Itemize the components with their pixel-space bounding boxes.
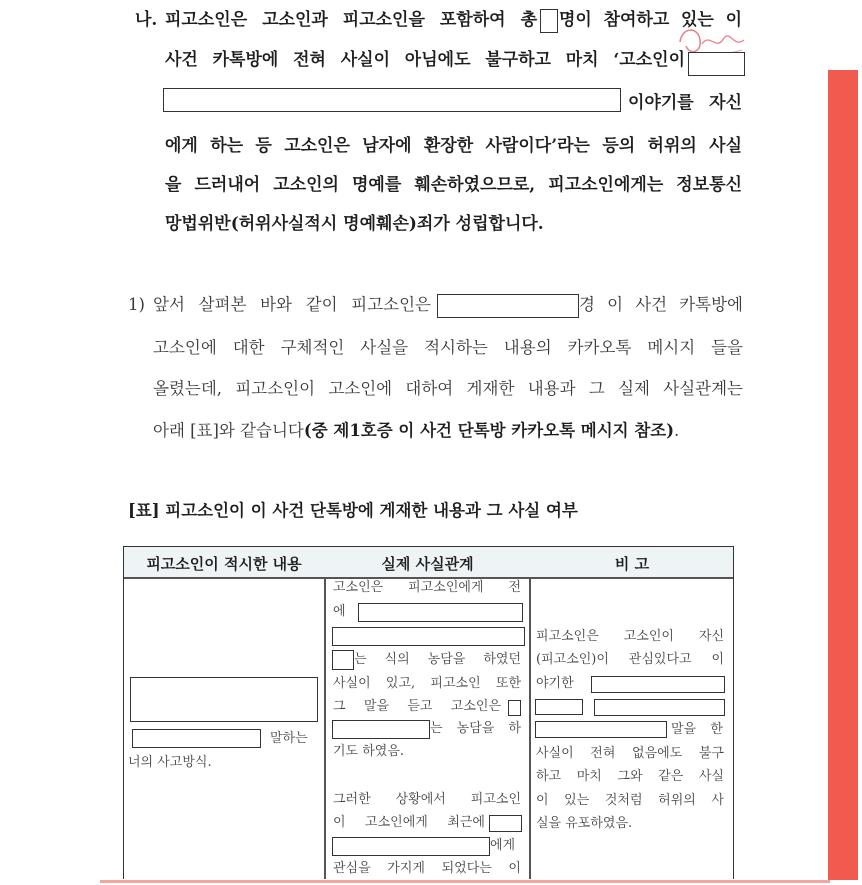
redaction-box	[332, 650, 354, 670]
right-edge-stripe	[828, 70, 858, 880]
redaction-box	[535, 721, 667, 738]
redaction-box	[130, 677, 318, 722]
redaction-box	[489, 815, 522, 832]
item-line-1a: 앞서 살펴본 바와 같이 피고소인은	[153, 295, 431, 314]
fact-line-6: 는 농담을 하	[430, 721, 521, 736]
evidence-reference: (중 제1호증 이 사건 단톡방 카카오톡 메시지 참조)	[303, 421, 675, 440]
redaction-box	[132, 729, 261, 748]
section-line-2: 사건 카톡방에 전혀 사실이 아님에도 불구하고 마치 ‘고소인이	[165, 50, 685, 70]
fact-line-8: 그러한 상황에서 피고소인	[333, 792, 521, 807]
redaction-box	[535, 699, 583, 715]
fact-line-3: 는 식의 농담을 하였던	[354, 652, 521, 667]
note-line-1: 피고소인은 고소인이 자신	[536, 629, 724, 644]
fact-line-11: 관심을 가지게 되었다는 이	[333, 861, 521, 876]
redaction-box	[332, 627, 525, 646]
fact-line-2: 에	[333, 604, 346, 619]
note-line-4: 말을 한	[671, 722, 723, 737]
table-header-claim: 피고소인이 적시한 내용	[146, 555, 302, 573]
redaction-box	[437, 294, 579, 318]
section-line-6: 망법위반(허위사실적시 명예훼손)죄가 성립합니다.	[165, 214, 544, 234]
note-line-8: 실을 유포하였음.	[536, 816, 633, 831]
redaction-box	[591, 676, 725, 693]
fact-line-10: 에게	[490, 838, 516, 853]
note-line-5: 사실이 전혀 없음에도 불구	[536, 746, 724, 761]
redaction-box	[508, 700, 521, 716]
fact-line-5: 그 말을 듣고 고소인은	[333, 699, 501, 714]
fact-line-4: 사실이 있고, 피고소인 또한	[333, 676, 521, 691]
item-line-3: 올렸는데, 피고소인이 고소인에 대하여 게재한 내용과 그 실제 사실관계는	[153, 379, 743, 398]
section-line-1a: 피고소인은 고소인과 피고소인을 포함하여 총	[165, 10, 537, 30]
table-title: [표] 피고소인이 이 사건 단톡방에 게재한 내용과 그 사실 여부	[128, 501, 578, 520]
section-line-1b: 명이 참여하고 있는 이	[559, 10, 742, 30]
section-line-3: 이야기를 자신	[628, 93, 742, 113]
claim-line-2: 너의 사고방식.	[128, 755, 212, 770]
section-marker: 나.	[135, 10, 158, 30]
redaction-box	[688, 52, 745, 76]
item-line-2: 고소인에 대한 구체적인 사실을 적시하는 내용의 카카오톡 메시지 들을	[153, 338, 743, 357]
item-line-4a: 아래 [표]와 같습니다	[153, 421, 304, 440]
note-line-7: 이 있는 것처럼 허위의 사	[536, 793, 724, 808]
bottom-edge-stripe	[100, 880, 830, 883]
fact-line-7: 기도 하였음.	[333, 744, 405, 759]
table-header-note: 비 고	[614, 555, 650, 573]
redaction-box	[540, 9, 558, 33]
redaction-box	[163, 88, 621, 112]
table-header-fact: 실제 사실관계	[381, 555, 474, 573]
fact-line-1: 고소인은 피고소인에게 전	[333, 580, 521, 595]
redaction-box	[332, 837, 490, 856]
redaction-box	[332, 720, 430, 739]
item-line-4c: .	[674, 421, 680, 440]
note-line-6: 하고 마치 그와 같은 사실	[536, 769, 724, 784]
note-line-2: (피고소인)이 관심있다고 이	[536, 652, 724, 667]
redaction-box	[358, 603, 523, 622]
item-marker: 1)	[128, 295, 145, 314]
claim-line-1: 말하는	[270, 731, 308, 746]
section-line-5: 을 드러내어 고소인의 명예를 훼손하였으므로, 피고소인에게는 정보통신	[165, 175, 742, 195]
item-line-1b: 경 이 사건 카톡방에	[579, 295, 743, 314]
section-line-4: 에게 하는 등 고소인은 남자에 환장한 사람이다’라는 등의 허위의 사실	[165, 136, 742, 156]
note-line-3: 야기한	[536, 676, 574, 691]
fact-line-9: 이 고소인에게 최근에	[333, 815, 485, 830]
redaction-box	[594, 699, 725, 716]
item-line-4	[153, 421, 679, 441]
